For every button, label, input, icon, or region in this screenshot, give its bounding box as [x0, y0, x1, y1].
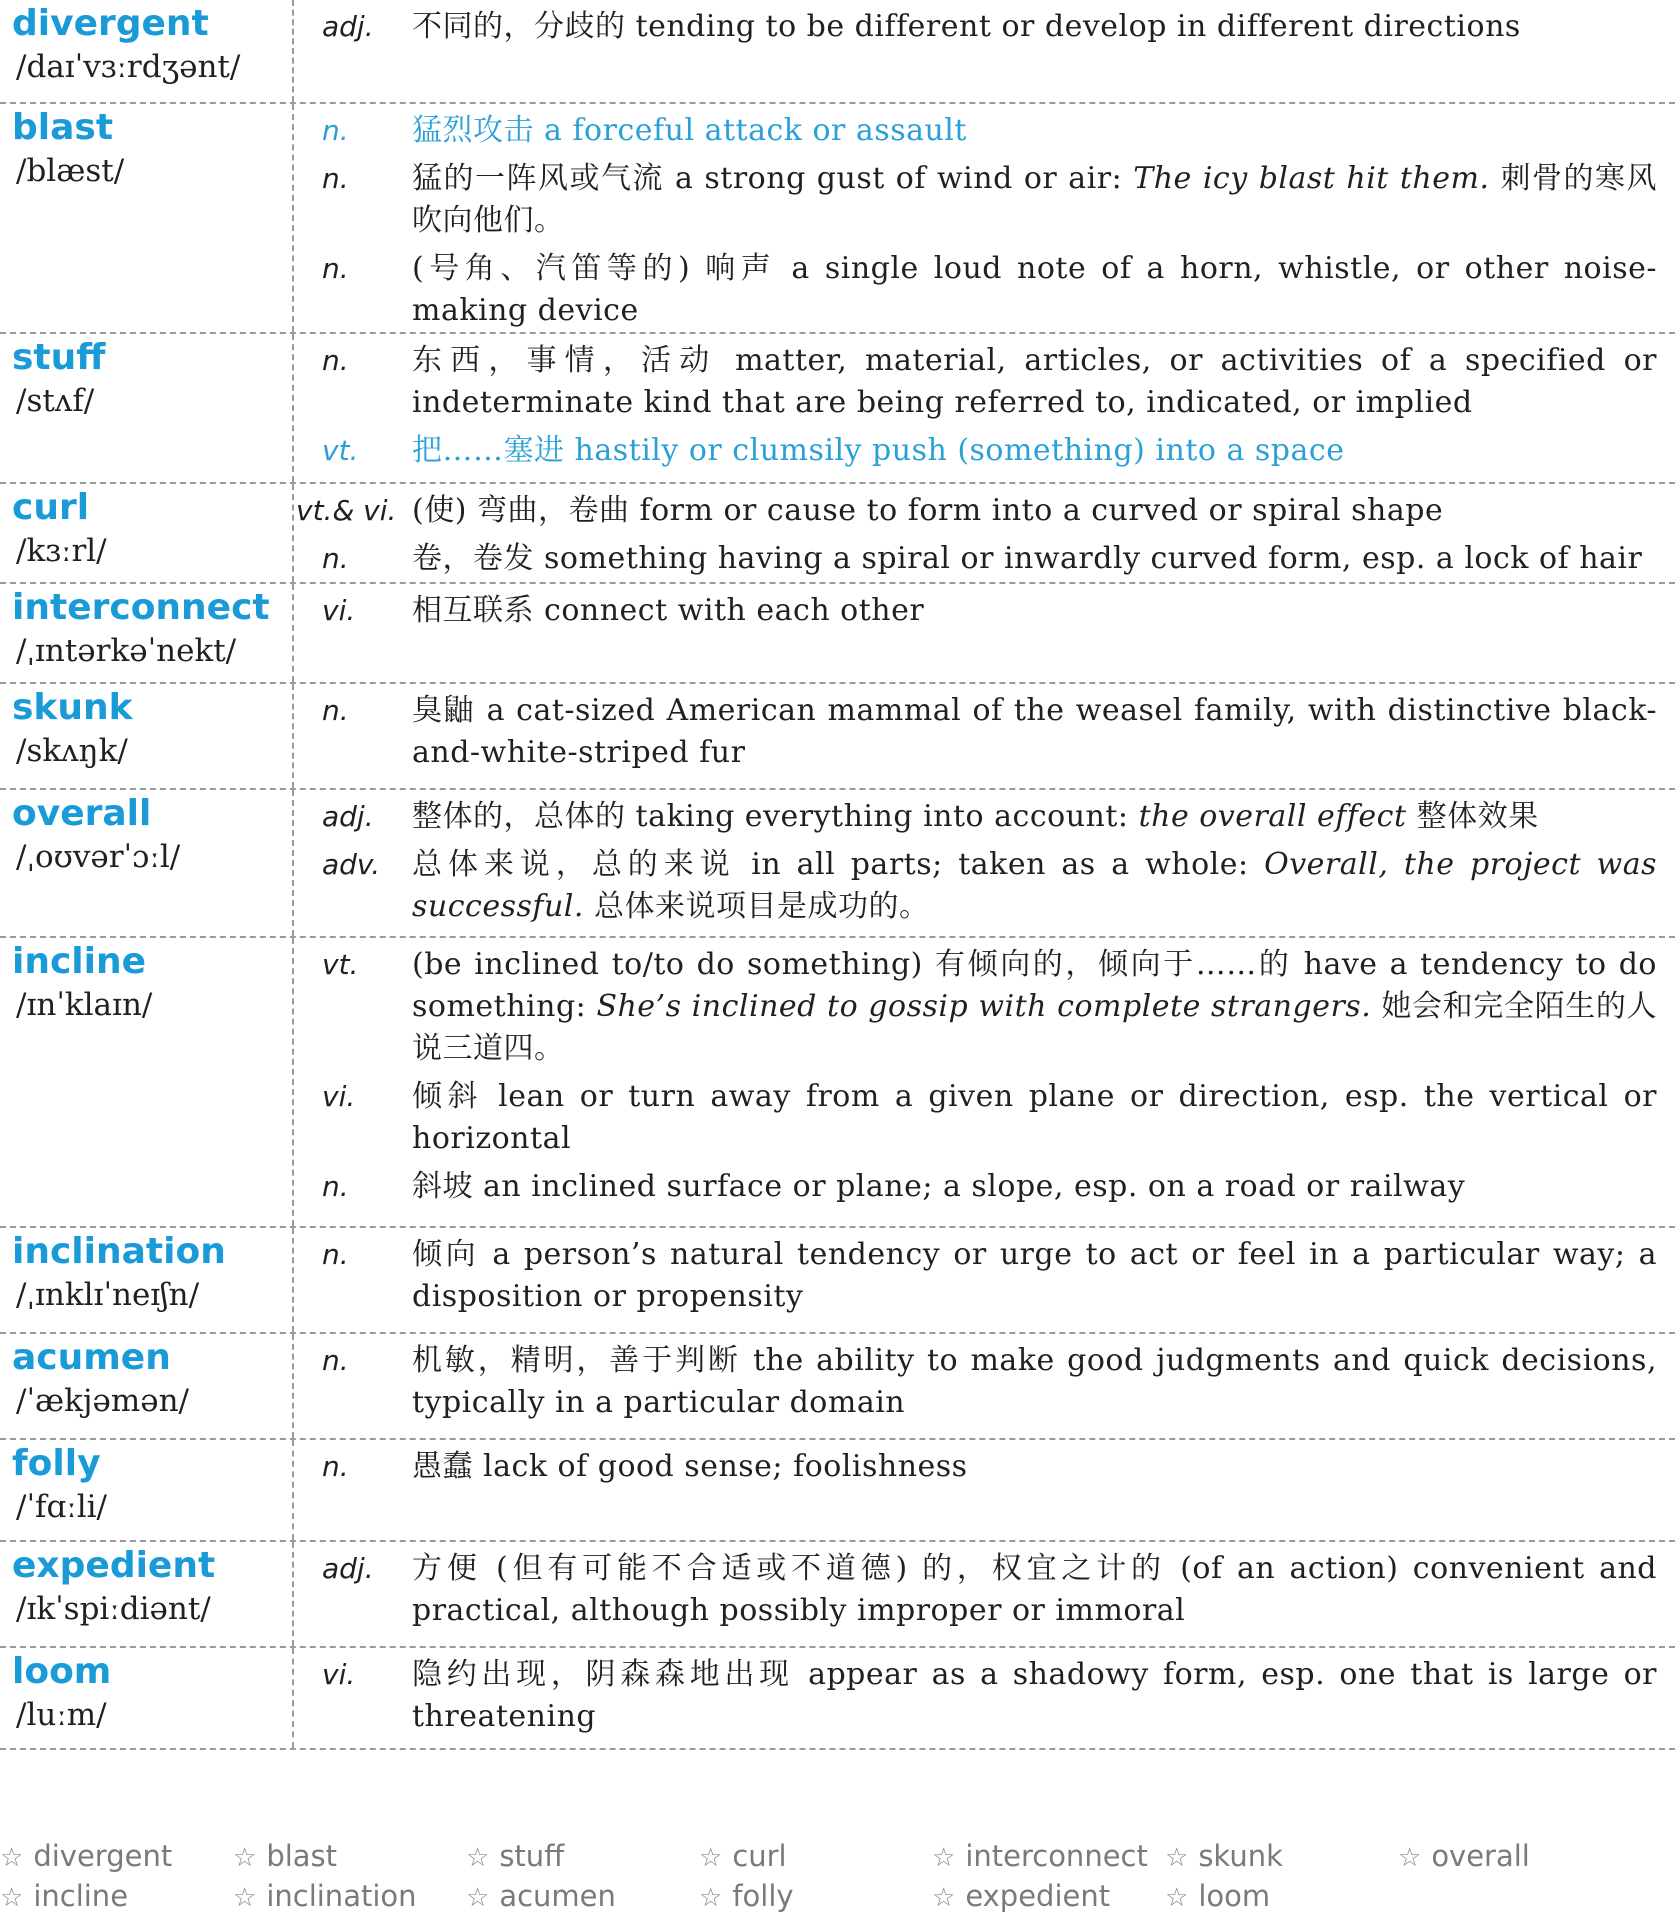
star-icon[interactable]: ☆ — [932, 1883, 956, 1913]
headword: expedient — [12, 1545, 216, 1586]
pronunciation: /ˈækjəmən/ — [16, 1383, 189, 1419]
headword-cell — [0, 1440, 294, 1540]
part-of-speech: n. — [322, 1170, 349, 1203]
sense — [294, 690, 1657, 774]
index-word: folly — [732, 1879, 794, 1913]
definition — [412, 1548, 1657, 1632]
definition — [412, 158, 1657, 242]
definition-text: 把……塞进 hastily or clumsily push (something) into a space — [412, 433, 1345, 468]
example-sentence: the overall effect — [1138, 799, 1407, 834]
definition-text: 隐约出现，阴森森地出现 appear as a shadowy form, esp. one that is large or threatening — [412, 1657, 1657, 1734]
headword: divergent — [12, 3, 209, 44]
headword-cell — [0, 1228, 294, 1332]
entry-inclination — [0, 1228, 1675, 1334]
part-of-speech: vi. — [322, 1658, 356, 1691]
pronunciation: /ˌɪntərkəˈnekt/ — [16, 633, 237, 669]
part-of-speech: adv. — [322, 848, 381, 881]
headword: stuff — [12, 337, 106, 378]
pronunciation: /skʌŋk/ — [16, 733, 128, 769]
definition — [412, 1446, 1657, 1488]
sense — [294, 1548, 1657, 1632]
part-of-speech: vi. — [322, 594, 356, 627]
definition — [412, 796, 1657, 838]
senses — [294, 484, 1675, 582]
headword: acumen — [12, 1337, 171, 1378]
sense — [294, 340, 1657, 424]
index-word: overall — [1431, 1839, 1530, 1873]
entry-expedient — [0, 1542, 1675, 1648]
star-icon[interactable]: ☆ — [466, 1843, 490, 1873]
sense — [294, 1340, 1657, 1424]
part-of-speech: n. — [322, 1344, 349, 1377]
headword: skunk — [12, 687, 133, 728]
sense — [294, 1166, 1657, 1208]
senses — [294, 684, 1675, 788]
definition — [412, 6, 1657, 48]
star-icon[interactable]: ☆ — [699, 1843, 723, 1873]
sense — [294, 1654, 1657, 1738]
entry-blast — [0, 104, 1675, 334]
definition — [412, 1654, 1657, 1738]
definition-text: (be inclined to/to do something) 有倾向的，倾向于……的 have a tendency to do something: — [412, 947, 1657, 1024]
entry-divergent — [0, 0, 1675, 104]
definition — [412, 490, 1657, 532]
sense — [294, 796, 1657, 838]
part-of-speech: vi. — [322, 1080, 356, 1113]
index-word: loom — [1198, 1879, 1271, 1913]
example-translation: 总体来说项目是成功的。 — [583, 889, 930, 924]
headword: inclination — [12, 1231, 226, 1272]
part-of-speech: n. — [322, 344, 349, 377]
sense — [294, 844, 1657, 928]
definition — [412, 340, 1657, 424]
part-of-speech: n. — [322, 542, 349, 575]
senses — [294, 938, 1675, 1226]
senses — [294, 0, 1675, 102]
part-of-speech: adj. — [322, 800, 374, 833]
part-of-speech: n. — [322, 252, 349, 285]
headword: incline — [12, 941, 147, 982]
sense — [294, 1234, 1657, 1318]
definition-text: 猛的一阵风或气流 a strong gust of wind or air: — [412, 161, 1134, 196]
index-word: stuff — [499, 1839, 565, 1873]
definition-text: 愚蠢 lack of good sense; foolishness — [412, 1449, 968, 1484]
pronunciation: /ˌɪnklɪˈneɪʃn/ — [16, 1277, 200, 1313]
definition-text: 卷，卷发 something having a spiral or inwardly curved form, esp. a lock of hair — [412, 541, 1643, 576]
entry-curl — [0, 484, 1675, 584]
entry-skunk — [0, 684, 1675, 790]
star-icon[interactable]: ☆ — [1165, 1843, 1189, 1873]
definition-text: 斜坡 an inclined surface or plane; a slope, esp. on a road or railway — [412, 1169, 1466, 1204]
definition — [412, 944, 1657, 1070]
sense — [294, 430, 1657, 472]
index-word: interconnect — [965, 1839, 1148, 1873]
index-word: expedient — [965, 1879, 1111, 1913]
headword-cell — [0, 790, 294, 936]
sense — [294, 538, 1657, 580]
pronunciation: /stʌf/ — [16, 383, 95, 419]
senses — [294, 584, 1675, 682]
star-icon[interactable]: ☆ — [0, 1843, 24, 1873]
index-item[interactable] — [1398, 1836, 1631, 1876]
definition — [412, 248, 1657, 332]
part-of-speech: adj. — [322, 10, 374, 43]
part-of-speech: n. — [322, 1238, 349, 1271]
index-item[interactable] — [932, 1876, 1165, 1916]
pronunciation: /ˈfɑːli/ — [16, 1489, 108, 1525]
pronunciation: /ˌoʊvərˈɔːl/ — [16, 839, 181, 875]
part-of-speech: vt. — [322, 434, 359, 467]
definition-text: 总体来说，总的来说 in all parts; taken as a whole: — [412, 847, 1265, 882]
senses — [294, 1334, 1675, 1438]
review-index — [0, 1836, 1675, 1916]
pronunciation: /ɪnˈklaɪn/ — [16, 987, 153, 1023]
index-word: blast — [266, 1839, 338, 1873]
pronunciation: /ɪkˈspiːdiənt/ — [16, 1591, 211, 1627]
headword: blast — [12, 107, 114, 148]
definition-text: 方便 (但有可能不合适或不道德) 的，权宜之计的 (of an action) convenient and practical, although possibly improper or immoral — [412, 1551, 1657, 1628]
example-sentence: Overall, the project was successful. — [412, 847, 1657, 924]
part-of-speech: adj. — [322, 1552, 374, 1585]
headword-cell — [0, 1648, 294, 1748]
senses — [294, 1440, 1675, 1540]
star-icon[interactable]: ☆ — [233, 1883, 257, 1913]
definition-text: (使) 弯曲，卷曲 form or cause to form into a curved or spiral shape — [412, 493, 1444, 528]
definition — [412, 1234, 1657, 1318]
entry-incline — [0, 938, 1675, 1228]
definition-text: 臭鼬 a cat-sized American mammal of the weasel family, with distinctive black-and-white-striped fur — [412, 693, 1657, 770]
headword: loom — [12, 1651, 112, 1692]
definition — [412, 1166, 1657, 1208]
senses — [294, 1228, 1675, 1332]
sense — [294, 1446, 1657, 1488]
entry-interconnect — [0, 584, 1675, 684]
definition-text: 东西，事情，活动 matter, material, articles, or activities of a specified or indeterminate kind that are being referred to, indicated, or implied — [412, 343, 1657, 420]
index-row — [0, 1836, 1675, 1876]
index-item[interactable] — [0, 1876, 233, 1916]
entry-loom — [0, 1648, 1675, 1750]
sense — [294, 490, 1657, 532]
definition — [412, 690, 1657, 774]
pronunciation: /daɪˈvɜːrdʒənt/ — [16, 49, 241, 85]
index-item[interactable] — [0, 1836, 233, 1876]
definition — [412, 430, 1657, 472]
star-icon[interactable]: ☆ — [1165, 1883, 1189, 1913]
definition — [412, 110, 1657, 152]
headword-cell — [0, 684, 294, 788]
entry-overall — [0, 790, 1675, 938]
index-item[interactable] — [932, 1836, 1165, 1876]
headword-cell — [0, 334, 294, 482]
definition-text: 整体的，总体的 taking everything into account: — [412, 799, 1139, 834]
part-of-speech: vt. — [322, 948, 359, 981]
index-word: inclination — [266, 1879, 417, 1913]
senses — [294, 104, 1675, 332]
definition — [412, 1340, 1657, 1424]
definition-text: 倾向 a person’s natural tendency or urge to act or feel in a particular way; a disposition or propensity — [412, 1237, 1657, 1314]
sense — [294, 944, 1657, 1070]
headword-cell — [0, 0, 294, 102]
index-word: divergent — [33, 1839, 173, 1873]
index-item[interactable] — [233, 1876, 466, 1916]
entry-stuff — [0, 334, 1675, 484]
headword-cell — [0, 938, 294, 1226]
senses — [294, 1648, 1675, 1748]
example-translation: 整体效果 — [1406, 799, 1539, 834]
headword: curl — [12, 487, 90, 528]
index-item[interactable] — [466, 1876, 699, 1916]
definition-text: 倾斜 lean or turn away from a given plane or direction, esp. the vertical or horizontal — [412, 1079, 1657, 1156]
pronunciation: /luːm/ — [16, 1697, 107, 1733]
index-word: acumen — [499, 1879, 616, 1913]
definition — [412, 1076, 1657, 1160]
index-item[interactable] — [1165, 1836, 1398, 1876]
index-word: curl — [732, 1839, 787, 1873]
sense — [294, 158, 1657, 242]
entry-acumen — [0, 1334, 1675, 1440]
pronunciation: /blæst/ — [16, 153, 125, 189]
definition — [412, 590, 1657, 632]
definition — [412, 844, 1657, 928]
pronunciation: /kɜːrl/ — [16, 533, 107, 569]
sense — [294, 248, 1657, 332]
headword-cell — [0, 1542, 294, 1646]
sense — [294, 1076, 1657, 1160]
sense — [294, 590, 1657, 632]
headword: interconnect — [12, 587, 270, 628]
headword-cell — [0, 584, 294, 682]
senses — [294, 334, 1675, 482]
index-item[interactable] — [466, 1836, 699, 1876]
headword-cell — [0, 1334, 294, 1438]
definition-text: 机敏，精明，善于判断 the ability to make good judgments and quick decisions, typically in a particular domain — [412, 1343, 1657, 1420]
part-of-speech: n. — [322, 162, 349, 195]
part-of-speech: vt.& vi. — [296, 494, 397, 527]
example-translation: 她会和完全陌生的人说三道四。 — [412, 989, 1657, 1066]
definition-text: (号角、汽笛等的) 响声 a single loud note of a horn, whistle, or other noise-making device — [412, 251, 1657, 328]
star-icon[interactable]: ☆ — [466, 1883, 490, 1913]
sense — [294, 110, 1657, 152]
example-sentence: She’s inclined to gossip with complete strangers. — [596, 989, 1372, 1024]
headword: overall — [12, 793, 152, 834]
index-item[interactable] — [699, 1876, 932, 1916]
example-translation: 刺骨的寒风吹向他们。 — [412, 161, 1658, 238]
index-item[interactable] — [1165, 1876, 1398, 1916]
headword-cell — [0, 484, 294, 582]
definition-text: 相互联系 connect with each other — [412, 593, 925, 628]
senses — [294, 1542, 1675, 1646]
index-item[interactable] — [699, 1836, 932, 1876]
definition — [412, 538, 1657, 580]
definition-text: 猛烈攻击 a forceful attack or assault — [412, 113, 967, 148]
sense — [294, 6, 1657, 48]
star-icon[interactable]: ☆ — [1398, 1843, 1422, 1873]
index-word: incline — [33, 1879, 129, 1913]
part-of-speech: n. — [322, 694, 349, 727]
entry-folly — [0, 1440, 1675, 1542]
star-icon[interactable]: ☆ — [0, 1883, 24, 1913]
index-item[interactable] — [233, 1836, 466, 1876]
star-icon[interactable]: ☆ — [699, 1883, 723, 1913]
definition-text: 不同的，分歧的 tending to be different or develop in different directions — [412, 9, 1521, 44]
star-icon[interactable]: ☆ — [932, 1843, 956, 1873]
part-of-speech: n. — [322, 114, 349, 147]
headword-cell — [0, 104, 294, 332]
star-icon[interactable]: ☆ — [233, 1843, 257, 1873]
headword: folly — [12, 1443, 101, 1484]
part-of-speech: n. — [322, 1450, 349, 1483]
index-row — [0, 1876, 1675, 1916]
index-word: skunk — [1198, 1839, 1283, 1873]
senses — [294, 790, 1675, 936]
example-sentence: The icy blast hit them. — [1133, 161, 1490, 196]
